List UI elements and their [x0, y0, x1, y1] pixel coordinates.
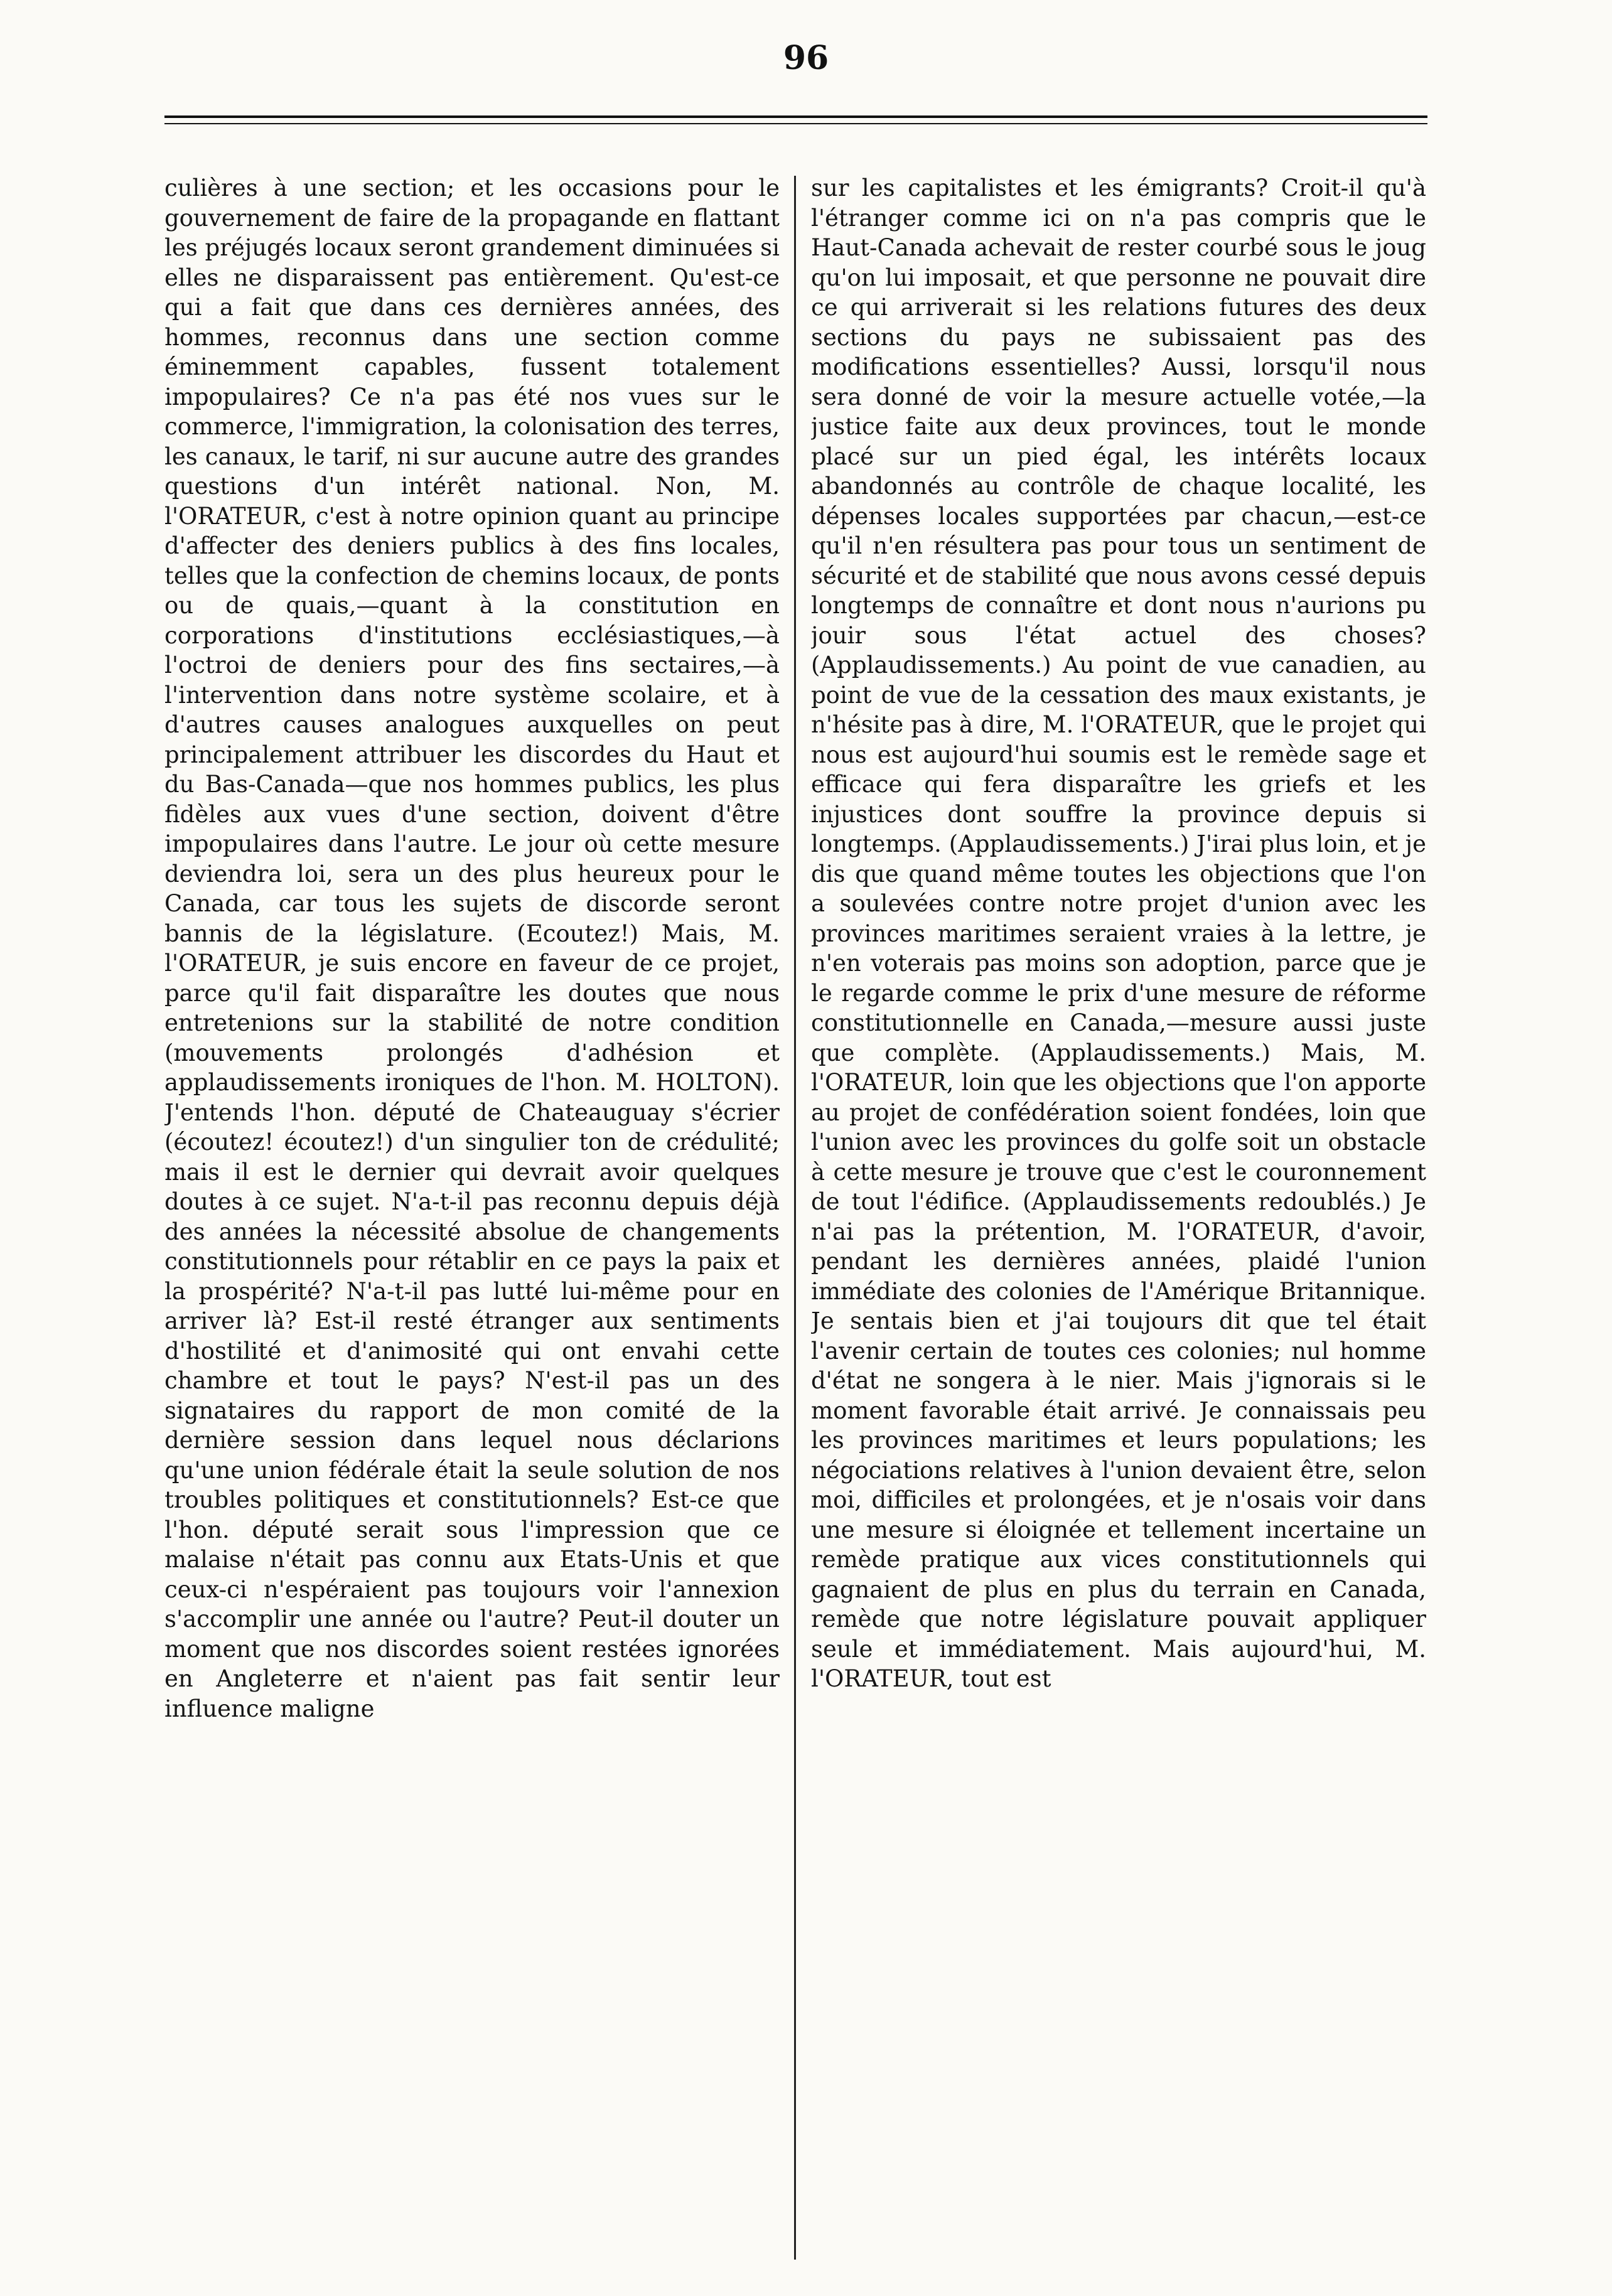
text-column-left — [164, 173, 780, 2257]
page-number: 96 — [783, 39, 829, 77]
column-right-text: sur les capitalistes et les émigrants? Croit-il qu'à l'étranger comme ici on n'a pas compris que le Haut-Canada achevait de rester courbé sous le joug qu'on lui imposait, et que personne ne pouvait dire ce qui arriverait si les relations futures des deux sections du pays ne subissaient pas des modifications essentielles? Aussi, lorsqu'il nous sera donné de voir la mesure actuelle votée,—la justice faite aux deux provinces, tout le monde placé sur un pied égal, les intérêts locaux abandonnés au contrôle de chaque localité, les dépenses locales supportées par chacun,—est-ce qu'il n'en résultera pas pour tous un sentiment de sécurité et de stabilité que nous avons cessé depuis longtemps de connaître et dont nous n'aurions pu jouir sous l'état actuel des choses? (Applaudissements.) Au point de vue canadien, au point de vue de la cessation des maux existants, je n'hésite pas à dire, M. l'ORATEUR, que le projet qui nous est aujourd'hui soumis est le remède sage et efficace qui fera disparaître les griefs et les injustices dont souffre la province depuis si longtemps. (Applaudissements.) J'irai plus loin, et je dis que quand même toutes les objections que l'on a soulevées contre notre projet d'union avec les provinces maritimes seraient vraies à la lettre, je n'en voterais pas moins son adoption, parce que je le regarde comme le prix d'une mesure de réforme constitutionnelle en Canada,—mesure aussi juste que complète. (Applaudissements.) Mais, M. l'ORATEUR, loin que les objections que l'on apporte au projet de confédération soient fondées, loin que l'union avec les provinces du golfe soit un obstacle à cette mesure je trouve que c'est le couronnement de tout l'édifice. (Applaudissements redoublés.) Je n'ai pas la prétention, M. l'ORATEUR, d'avoir, pendant les dernières années, plaidé l'union immédiate des colonies de l'Amérique Britannique. Je sentais bien et j'ai toujours dit que tel était l'avenir certain de toutes ces colonies; nul homme d'état ne songera à le nier. Mais j'ignorais si le moment favorable était arrivé. Je connaissais peu les provinces maritimes et leurs populations; les négociations relatives à l'union devaient être, selon moi, difficiles et prolongées, et je n'osais voir dans une mesure si éloignée et tellement incertaine un remède pratique aux vices constitutionnels qui gagnaient de plus en plus du terrain en Canada, remède que notre législature pouvait appliquer seule et immédiatement. Mais aujourd'hui, M. l'ORATEUR, tout est — [811, 174, 1426, 1692]
header-rule-thin — [164, 123, 1427, 124]
column-left-text: culières à une section; et les occasions pour le gouvernement de faire de la propagande en flattant les préjugés locaux seront grandement diminuées si elles ne disparaissent pas entièrement. Qu'est-ce qui a fait que dans ces dernières années, des hommes, reconnus dans une section comme éminemment capables, fussent totalement impopulaires? Ce n'a pas été nos vues sur le commerce, l'immigration, la colonisation des terres, les canaux, le tarif, ni sur aucune autre des grandes questions d'un intérêt national. Non, M. l'ORATEUR, c'est à notre opinion quant au principe d'affecter des deniers publics à des fins locales, telles que la confection de chemins locaux, de ponts ou de quais,—quant à la constitution en corporations d'institutions ecclésiastiques,—à l'octroi de deniers pour des fins sectaires,—à l'intervention dans notre système scolaire, et à d'autres causes analogues auxquelles on peut principalement attribuer les discordes du Haut et du Bas-Canada—que nos hommes publics, les plus fidèles aux vues d'une section, doivent d'être impopulaires dans l'autre. Le jour où cette mesure deviendra loi, sera un des plus heureux pour le Canada, car tous les sujets de discorde seront bannis de la législature. (Ecoutez!) Mais, M. l'ORATEUR, je suis encore en faveur de ce projet, parce qu'il fait disparaître les doutes que nous entretenions sur la stabilité de notre condition (mouvements prolongés d'adhésion et applaudissements ironiques de l'hon. M. HOLTON). J'entends l'hon. député de Chateauguay s'écrier (écoutez! écoutez!) d'un singulier ton de crédulité; mais il est le dernier qui devrait avoir quelques doutes à ce sujet. N'a-t-il pas reconnu depuis déjà des années la nécessité absolue de changements constitutionnels pour rétablir en ce pays la paix et la prospérité? N'a-t-il pas lutté lui-même pour en arriver là? Est-il resté étranger aux sentiments d'hostilité et d'animosité qui ont envahi cette chambre et tout le pays? N'est-il pas un des signataires du rapport de mon comité de la dernière session dans lequel nous déclarions qu'une union fédérale était la seule solution de nos troubles politiques et constitutionnels? Est-ce que l'hon. député serait sous l'impression que ce malaise n'était pas connu aux Etats-Unis et que ceux-ci n'espéraient pas toujours voir l'annexion s'accomplir une année ou l'autre? Peut-il douter un moment que nos discordes soient restées ignorées en Angleterre et n'aient pas fait sentir leur influence maligne — [164, 174, 780, 1722]
column-divider — [794, 176, 796, 2260]
text-column-right — [811, 173, 1426, 2257]
header-rule-thick — [164, 115, 1427, 118]
